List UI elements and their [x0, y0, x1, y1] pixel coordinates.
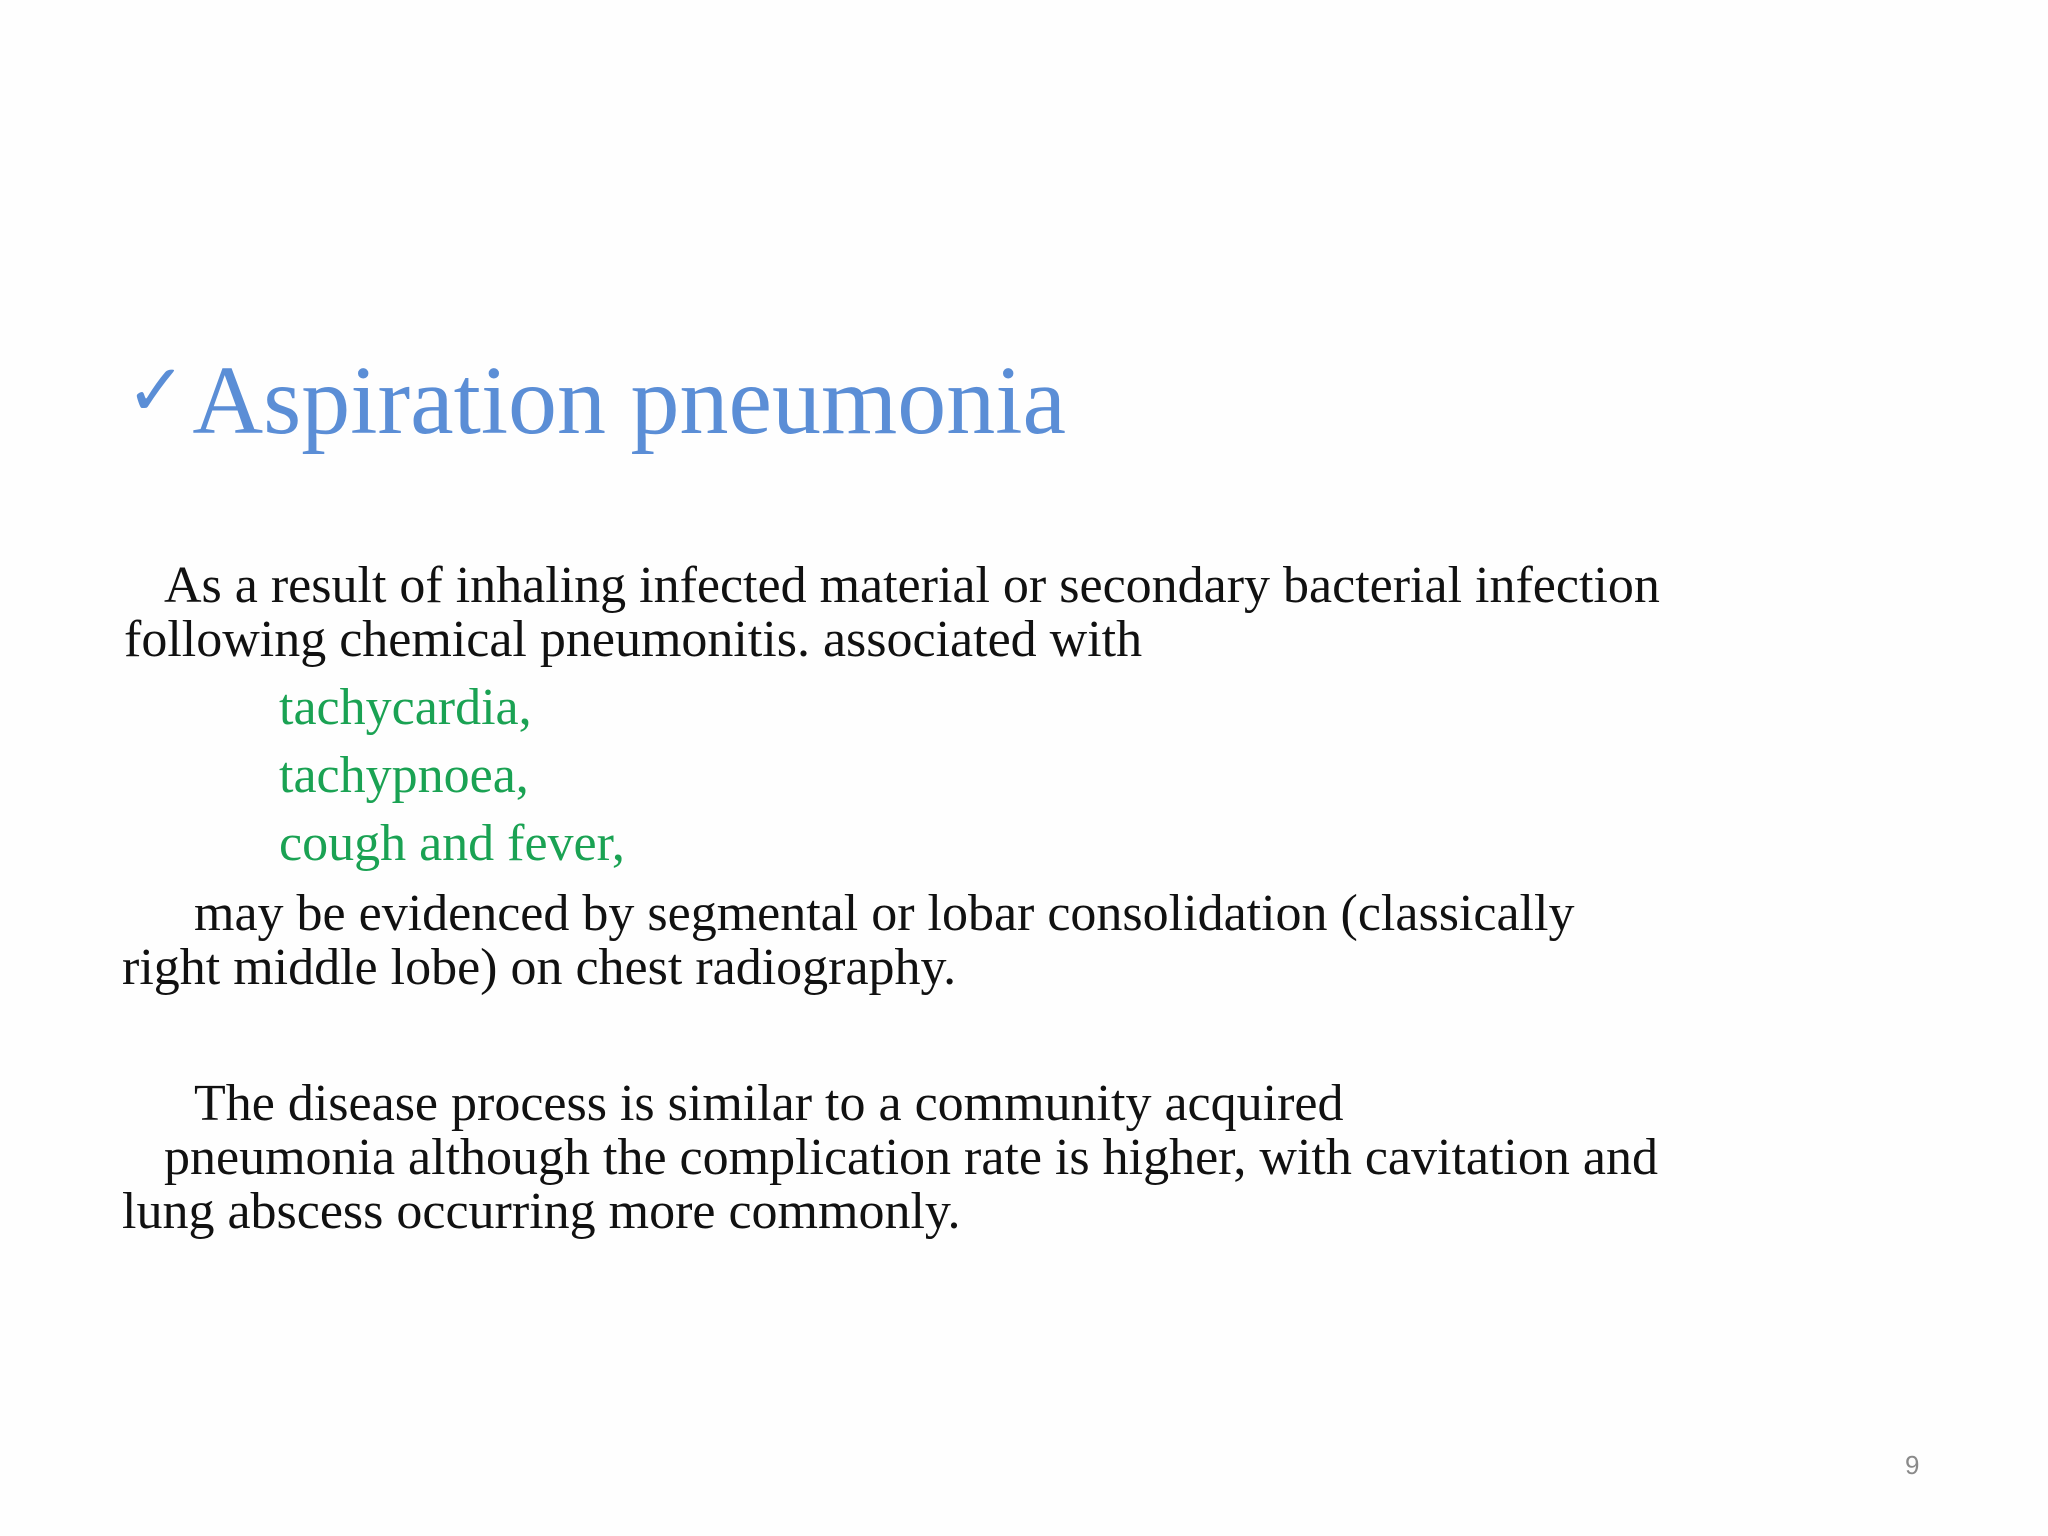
checkmark-icon: ✓ — [126, 348, 187, 432]
page-number: 9 — [1905, 1450, 1920, 1480]
symptom-item: tachypnoea, — [279, 747, 529, 804]
paragraph-2-line-1: may be evidenced by segmental or lobar consolidation (classically — [194, 885, 1575, 942]
symptom-item: cough and fever, — [279, 815, 625, 872]
paragraph-3-line-2: pneumonia although the complication rate is higher, with cavitation and — [164, 1129, 1658, 1186]
paragraph-3-line-3: lung abscess occurring more commonly. — [122, 1183, 961, 1240]
slide-title — [126, 347, 1067, 455]
paragraph-2-line-2: right middle lobe) on chest radiography. — [122, 939, 957, 996]
symptom-item: tachycardia, — [279, 679, 532, 736]
slide-title-text: Aspiration pneumonia — [192, 347, 1067, 455]
paragraph-1-line-2: following chemical pneumonitis. associated with — [124, 611, 1143, 668]
paragraph-3-line-1: The disease process is similar to a community acquired — [194, 1075, 1344, 1132]
paragraph-1-line-1: As a result of inhaling infected material or secondary bacterial infection — [164, 557, 1660, 614]
